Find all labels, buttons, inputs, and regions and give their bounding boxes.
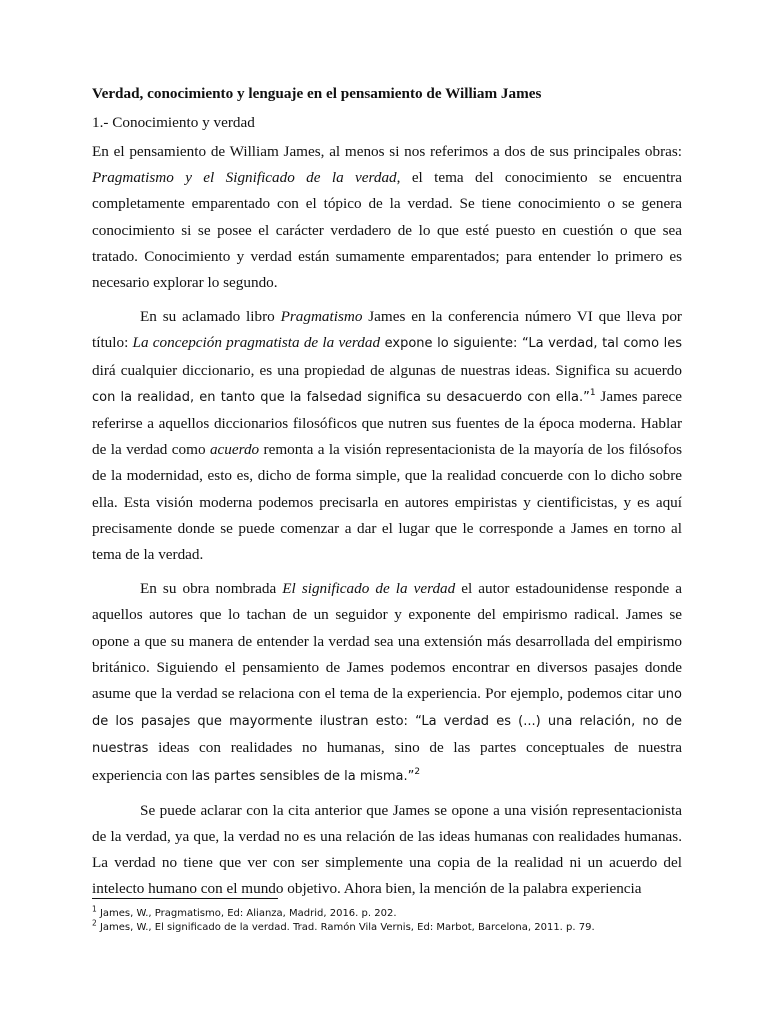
p2-text-e: remonta a la visión representacionista de la mayoría de los filósofos de la modernidad, esto es, dicho de forma simple, que la realidad concuerde con lo dicho sobre ella. Esta visión moderna podemos precisarla en autores empiristas y cientificistas, y es aquí precisamente donde se puede comenzar a dar el lugar que le corresponde a James en torno al tema de la verdad. <box>92 441 682 564</box>
footnote-2-number: 2 <box>92 918 97 928</box>
p1-text-a: En el pensamiento de William James, al menos si nos referimos a dos de sus principales obras: <box>92 143 682 160</box>
paragraph-1 <box>92 139 682 296</box>
p1-text-b: , el tema del conocimiento se encuentra completamente emparentado con el tópico de la verdad. Se tiene conocimiento o se genera conocimiento si se posee el carácter verdadero de lo que esté puesto en cuestión o que sea tratado. Conocimiento y verdad están sumamente emparentados; para entender lo primero es necesario explorar lo segundo. <box>92 169 682 292</box>
paragraph-4: Se puede aclarar con la cita anterior que James se opone a una visión representacionista de la verdad, ya que, la verdad no es una relación de las ideas humanas con realidades humanas. La verdad no tiene que ver con ser simplemente una copia de la realidad ni un acuerdo del intelecto humano con el mundo objetivo. Ahora bien, la mención de la palabra experiencia <box>92 801 682 898</box>
p3-quote-end: las partes sensibles de la misma.” <box>191 768 415 784</box>
p3-quote-start: uno de los pasajes que mayormente ilustran esto: “La verdad es (...) una relación, no de nuestras <box>92 687 682 757</box>
p2-text-c: dirá cualquier diccionario, es una propiedad de algunas de nuestras ideas. Significa su acuerdo <box>92 361 682 379</box>
p3-text-c: ideas con realidades no humanas, sino de las partes conceptuales de nuestra experiencia con <box>92 739 682 784</box>
section-heading: 1.- Conocimiento y verdad <box>92 114 255 131</box>
p2-text-b: James en la conferencia número VI que lleva por título: <box>92 308 682 352</box>
footnotes <box>92 898 682 935</box>
p2-italic-pragmatismo: Pragmatismo <box>280 308 363 326</box>
document-title: Verdad, conocimiento y lenguaje en el pensamiento de William James <box>92 85 542 102</box>
p2-text-d: James parece referirse a aquellos diccionarios filosóficos que nutren sus fuentes de la época moderna. Hablar de la verdad como <box>92 387 682 459</box>
p2-italic-conferencia: La concepción pragmatista de la verdad <box>132 334 381 352</box>
p2-quote-end: con la realidad, en tanto que la falsedad significa su desacuerdo con ella.” <box>92 389 590 405</box>
footnote-1-number: 1 <box>92 904 97 914</box>
footnote-ref-2[interactable]: 2 <box>414 766 421 777</box>
p3-italic-significado: El significado de la verdad <box>282 580 456 598</box>
footnote-2-text: James, W., El significado de la verdad. Trad. Ramón Vila Vernis, Ed: Marbot, Barcelona, 2011. p. 79. <box>96 922 595 933</box>
footnote-1-text: James, W., Pragmatismo, Ed: Alianza, Madrid, 2016. p. 202. <box>96 908 397 919</box>
p2-quote-start: expone lo siguiente: “La verdad, tal como les <box>380 336 682 352</box>
p3-text-b: el autor estadounidense responde a aquellos autores que lo tachan de un seguidor y exponente del empirismo radical. James se opone a que su manera de entender la verdad sea una extensión más desarrollada del empirismo británico. Siguiendo el pensamiento de James podemos encontrar en diversos pasajes donde asume que la verdad se relaciona con el tema de la experiencia. Por ejemplo, podemos citar <box>92 580 682 703</box>
paragraph-3 <box>92 576 682 790</box>
footnote-ref-1[interactable]: 1 <box>589 387 596 398</box>
p2-italic-acuerdo: acuerdo <box>209 441 260 459</box>
footnote-1 <box>92 904 682 921</box>
p1-italic-works: Pragmatismo y el Significado de la verdad <box>92 169 397 187</box>
p2-text-a: En su aclamado libro <box>140 308 281 326</box>
paragraph-2 <box>92 304 682 568</box>
p3-text-a: En su obra nombrada <box>140 580 283 598</box>
footnote-2 <box>92 918 682 935</box>
footnote-divider <box>92 898 278 899</box>
